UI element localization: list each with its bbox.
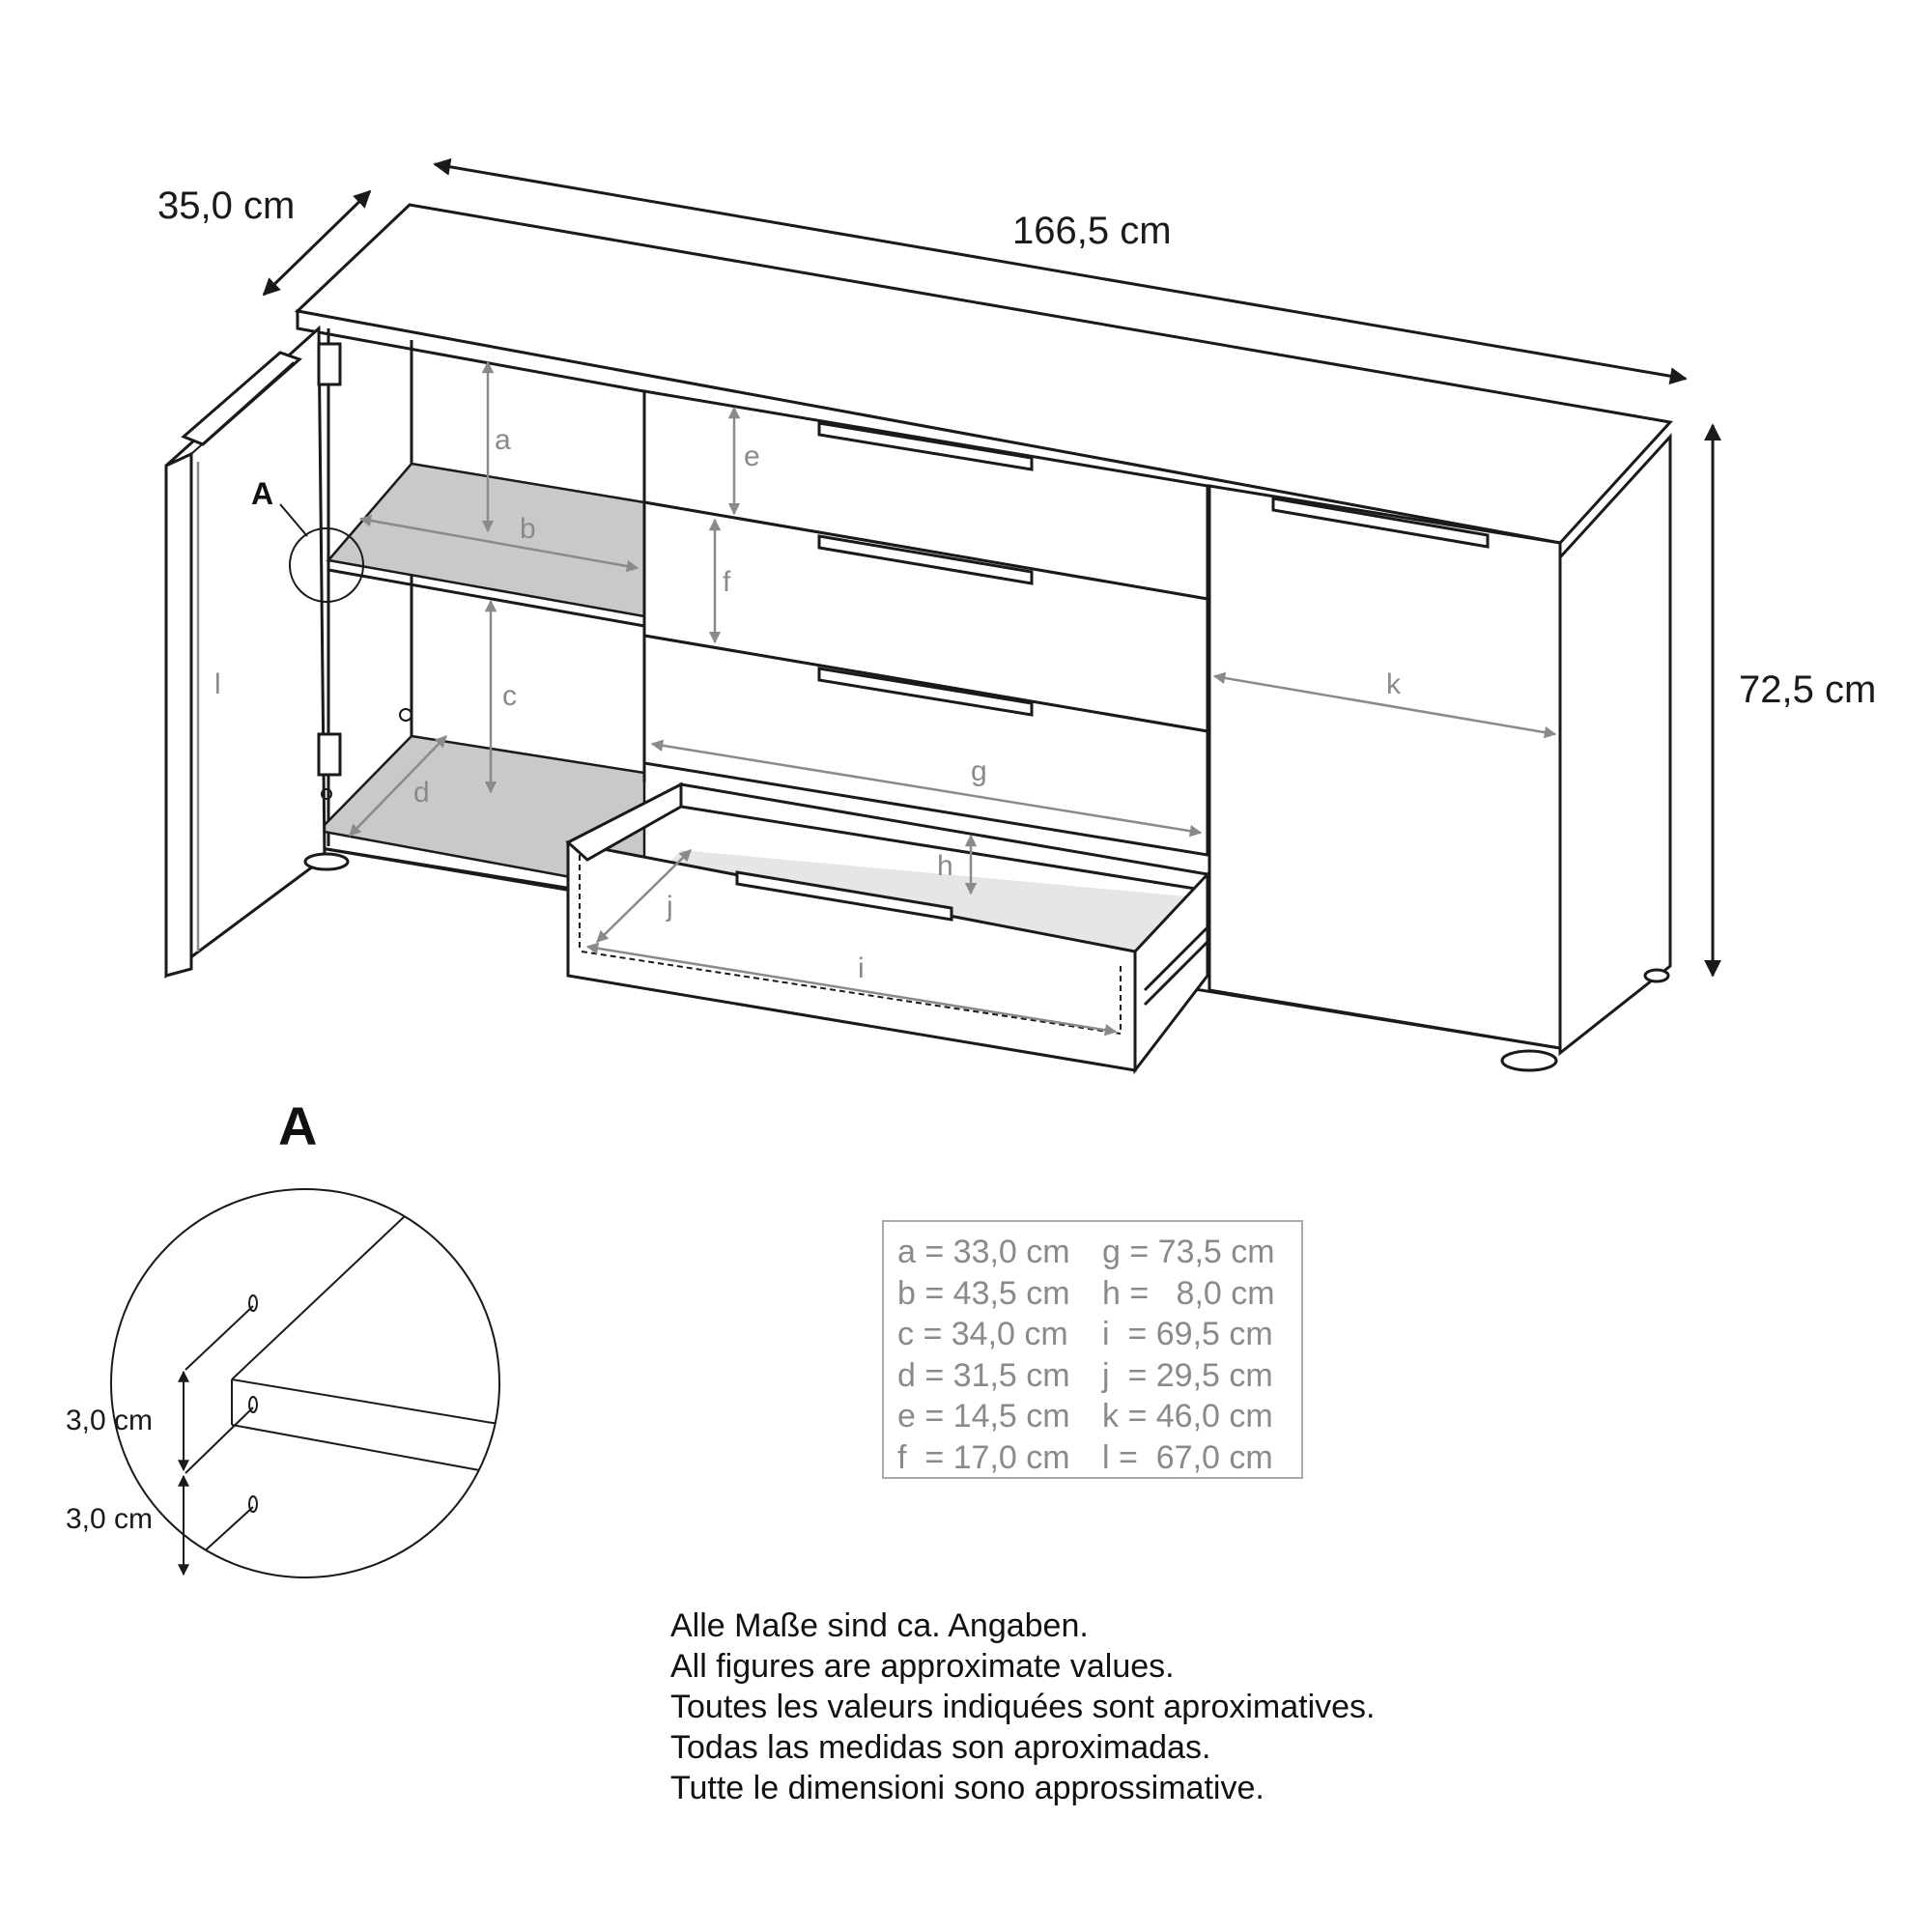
hinge-top [319, 344, 340, 384]
legend-left-value: d = 31,5 cm [897, 1356, 1070, 1394]
legend-row [897, 1437, 1288, 1479]
dim-letter-b: b [520, 513, 536, 545]
note-line: Toutes les valeurs indiquées sont aproximatives. [670, 1689, 1376, 1725]
legend-row [897, 1232, 1288, 1273]
dim-letter-l: l [214, 668, 221, 700]
detail-dim-top-label: 3,0 cm [66, 1405, 154, 1436]
dim-letter-j: j [667, 891, 673, 923]
right-side-panel [1560, 437, 1670, 1053]
dim-letter-g: g [971, 755, 987, 787]
legend-right-value: i = 69,5 cm [1102, 1316, 1273, 1352]
detail-title: A [278, 1095, 318, 1156]
legend-left-value: c = 34,0 cm [897, 1316, 1068, 1352]
legend-right-value: k = 46,0 cm [1102, 1398, 1273, 1435]
legend-row [897, 1314, 1288, 1355]
approximate-values-notes [670, 1605, 1540, 1808]
note-line: Todas las medidas son aproximadas. [670, 1729, 1211, 1766]
dim-letter-e: e [744, 440, 760, 472]
width-dimension-label: 166,5 cm [1012, 210, 1172, 252]
legend-right-value: h = 8,0 cm [1102, 1274, 1275, 1312]
legend-row [897, 1355, 1288, 1397]
dim-letter-i: i [858, 952, 865, 984]
height-dimension-label: 72,5 cm [1739, 668, 1877, 711]
legend-right-value: g = 73,5 cm [1102, 1234, 1275, 1270]
detail-view [179, 1215, 522, 1575]
legend-right-value: l = 67,0 cm [1102, 1438, 1273, 1476]
dim-letter-f: f [723, 566, 731, 598]
depth-dimension-label: 35,0 cm [157, 185, 296, 227]
note-line: All figures are approximate values. [670, 1648, 1175, 1685]
legend-left-value: e = 14,5 cm [897, 1398, 1070, 1435]
detail-circle [111, 1189, 499, 1577]
detail-marker-label: A [251, 476, 274, 511]
dim-letter-k: k [1386, 668, 1401, 700]
dim-letter-a: a [495, 424, 511, 456]
dim-letter-d: d [413, 777, 430, 809]
legend-left-value: f = 17,0 cm [897, 1438, 1070, 1476]
left-door-front [166, 454, 191, 976]
note-line: Tutte le dimensioni sono approssimative. [670, 1770, 1264, 1806]
dimensions-legend [882, 1220, 1303, 1479]
dim-letter-h: h [937, 850, 953, 882]
legend-row [897, 1273, 1288, 1315]
right-door [1209, 486, 1560, 1048]
dim-letter-c: c [502, 680, 517, 712]
detail-dim-bottom-label: 3,0 cm [66, 1503, 154, 1535]
legend-row [897, 1396, 1288, 1437]
note-line: Alle Maße sind ca. Angaben. [670, 1607, 1089, 1644]
legend-left-value: b = 43,5 cm [897, 1274, 1070, 1312]
hinge-bottom [319, 734, 340, 775]
legend-left-value: a = 33,0 cm [897, 1234, 1070, 1270]
legend-right-value: j = 29,5 cm [1102, 1356, 1273, 1394]
